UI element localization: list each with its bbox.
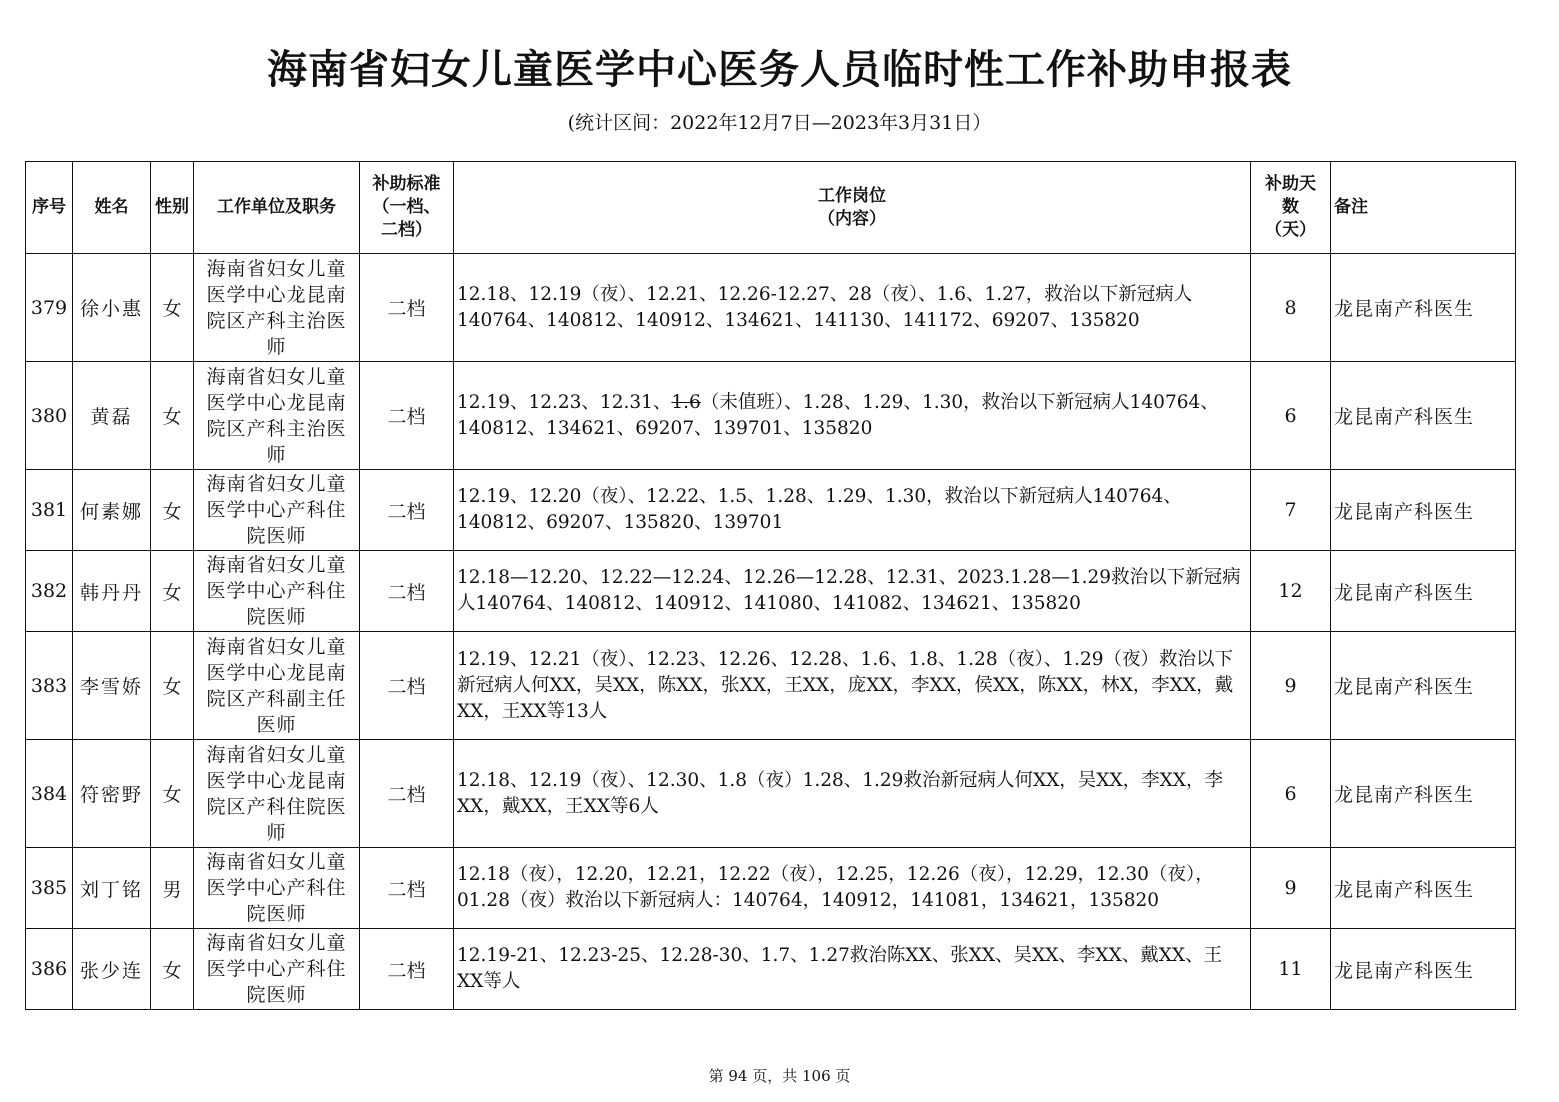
cell-unit: 海南省妇女儿童医学中心龙昆南院区产科住院医师 <box>194 740 360 848</box>
cell-days: 9 <box>1251 632 1331 740</box>
cell-unit: 海南省妇女儿童医学中心龙昆南院区产科主治医师 <box>194 362 360 470</box>
cell-remark: 龙昆南产科医生 <box>1331 254 1516 362</box>
cell-days: 11 <box>1251 929 1331 1010</box>
cell-unit: 海南省妇女儿童医学中心产科住院医师 <box>194 470 360 551</box>
cell-gender: 女 <box>151 740 194 848</box>
table-row <box>26 929 1516 1010</box>
post-text: 12.18、12.19（夜）、12.21、12.26-12.27、28（夜）、1.6、1.27，救治以下新冠病人140764、140812、140912、134621、141130、141172、69207、135820 <box>457 283 1193 331</box>
cell-gender: 女 <box>151 362 194 470</box>
cell-remark: 龙昆南产科医生 <box>1331 929 1516 1010</box>
cell-name: 韩丹丹 <box>73 551 151 632</box>
post-text: 12.19、12.23、12.31、 <box>457 391 672 413</box>
cell-post <box>454 470 1251 551</box>
post-text: 12.19、12.20（夜）、12.22、1.5、1.28、1.29、1.30，救治以下新冠病人140764、140812、69207、135820、139701 <box>457 486 1182 533</box>
cell-name: 张少连 <box>73 929 151 1010</box>
cell-unit: 海南省妇女儿童医学中心龙昆南院区产科主治医师 <box>194 254 360 362</box>
cell-gender: 女 <box>151 632 194 740</box>
cell-days: 7 <box>1251 470 1331 551</box>
cell-post <box>454 848 1251 929</box>
cell-unit: 海南省妇女儿童医学中心产科住院医师 <box>194 929 360 1010</box>
cell-unit: 海南省妇女儿童医学中心龙昆南院区产科副主任医师 <box>194 632 360 740</box>
cell-post <box>454 632 1251 740</box>
page-number: 第 94 页，共 106 页 <box>708 1067 851 1085</box>
cell-post <box>454 254 1251 362</box>
cell-standard: 二档 <box>360 848 454 929</box>
cell-remark: 龙昆南产科医生 <box>1331 551 1516 632</box>
cell-unit: 海南省妇女儿童医学中心产科住院医师 <box>194 848 360 929</box>
table-row <box>26 470 1516 551</box>
cell-post <box>454 362 1251 470</box>
cell-standard: 二档 <box>360 470 454 551</box>
cell-remark: 龙昆南产科医生 <box>1331 740 1516 848</box>
cell-standard: 二档 <box>360 254 454 362</box>
cell-days: 12 <box>1251 551 1331 632</box>
cell-post <box>454 929 1251 1010</box>
cell-days: 6 <box>1251 740 1331 848</box>
table-row <box>26 362 1516 470</box>
cell-gender: 女 <box>151 254 194 362</box>
cell-name: 刘丁铭 <box>73 848 151 929</box>
post-text-after: （未值班）、1.28、1.29、1.30，救治以下新冠病人140764、140812、134621、69207、139701、135820 <box>457 391 1219 439</box>
header-name: 姓名 <box>73 162 151 254</box>
cell-standard: 二档 <box>360 740 454 848</box>
cell-days: 6 <box>1251 362 1331 470</box>
header-standard: 补助标准 （一档、 二档） <box>360 162 454 254</box>
cell-standard: 二档 <box>360 929 454 1010</box>
table-row <box>26 740 1516 848</box>
header-gender: 性别 <box>151 162 194 254</box>
cell-seq: 383 <box>26 632 73 740</box>
post-struck-text: 1.6 <box>671 391 701 413</box>
header-post: 工作岗位 （内容） <box>454 162 1251 254</box>
cell-seq: 382 <box>26 551 73 632</box>
cell-seq: 381 <box>26 470 73 551</box>
cell-remark: 龙昆南产科医生 <box>1331 362 1516 470</box>
header-days: 补助天 数 （天） <box>1251 162 1331 254</box>
subsidy-table <box>25 161 1516 1010</box>
header-seq: 序号 <box>26 162 73 254</box>
post-text: 12.18—12.20、12.22—12.24、12.26—12.28、12.31、2023.1.28—1.29救治以下新冠病人140764、140812、140912、141080、141082、134621、135820 <box>457 567 1241 614</box>
header-unit: 工作单位及职务 <box>194 162 360 254</box>
cell-gender: 女 <box>151 551 194 632</box>
cell-gender: 男 <box>151 848 194 929</box>
cell-standard: 二档 <box>360 632 454 740</box>
statistics-period: (统计区间：2022年12月7日—2023年3月31日） <box>567 112 992 134</box>
cell-seq: 380 <box>26 362 73 470</box>
post-text: 12.18（夜），12.20，12.21，12.22（夜），12.25，12.26（夜），12.29，12.30（夜），01.28（夜）救治以下新冠病人：140764，140912，141081，134621，135820 <box>457 864 1214 911</box>
cell-post <box>454 740 1251 848</box>
page-title: 海南省妇女儿童医学中心医务人员临时性工作补助申报表 <box>267 47 1292 93</box>
cell-name: 何素娜 <box>73 470 151 551</box>
cell-remark: 龙昆南产科医生 <box>1331 848 1516 929</box>
cell-name: 符密野 <box>73 740 151 848</box>
table-row <box>26 632 1516 740</box>
table-row <box>26 254 1516 362</box>
cell-post <box>454 551 1251 632</box>
cell-name: 徐小惠 <box>73 254 151 362</box>
cell-standard: 二档 <box>360 551 454 632</box>
post-text: 12.19、12.21（夜）、12.23、12.26、12.28、1.6、1.8、1.28（夜）、1.29（夜）救治以下新冠病人何XX，吴XX，陈XX，张XX，王XX，庞XX，李XX，侯XX，陈XX，林X，李XX，戴XX，王XX等13人 <box>457 648 1234 722</box>
cell-unit: 海南省妇女儿童医学中心产科住院医师 <box>194 551 360 632</box>
cell-name: 李雪娇 <box>73 632 151 740</box>
table-row <box>26 551 1516 632</box>
table-row <box>26 848 1516 929</box>
cell-seq: 384 <box>26 740 73 848</box>
header-remark: 备注 <box>1331 162 1516 254</box>
cell-remark: 龙昆南产科医生 <box>1331 632 1516 740</box>
cell-seq: 386 <box>26 929 73 1010</box>
cell-gender: 女 <box>151 929 194 1010</box>
cell-standard: 二档 <box>360 362 454 470</box>
post-text: 12.19-21、12.23-25、12.28-30、1.7、1.27救治陈XX、张XX、吴XX、李XX、戴XX、王XX等人 <box>457 945 1223 992</box>
cell-gender: 女 <box>151 470 194 551</box>
table-header-row <box>26 162 1516 254</box>
cell-seq: 379 <box>26 254 73 362</box>
cell-name: 黄磊 <box>73 362 151 470</box>
cell-seq: 385 <box>26 848 73 929</box>
post-text: 12.18、12.19（夜）、12.30、1.8（夜）1.28、1.29救治新冠病人何XX，吴XX，李XX，李XX，戴XX，王XX等6人 <box>457 769 1223 817</box>
cell-days: 9 <box>1251 848 1331 929</box>
cell-days: 8 <box>1251 254 1331 362</box>
cell-remark: 龙昆南产科医生 <box>1331 470 1516 551</box>
